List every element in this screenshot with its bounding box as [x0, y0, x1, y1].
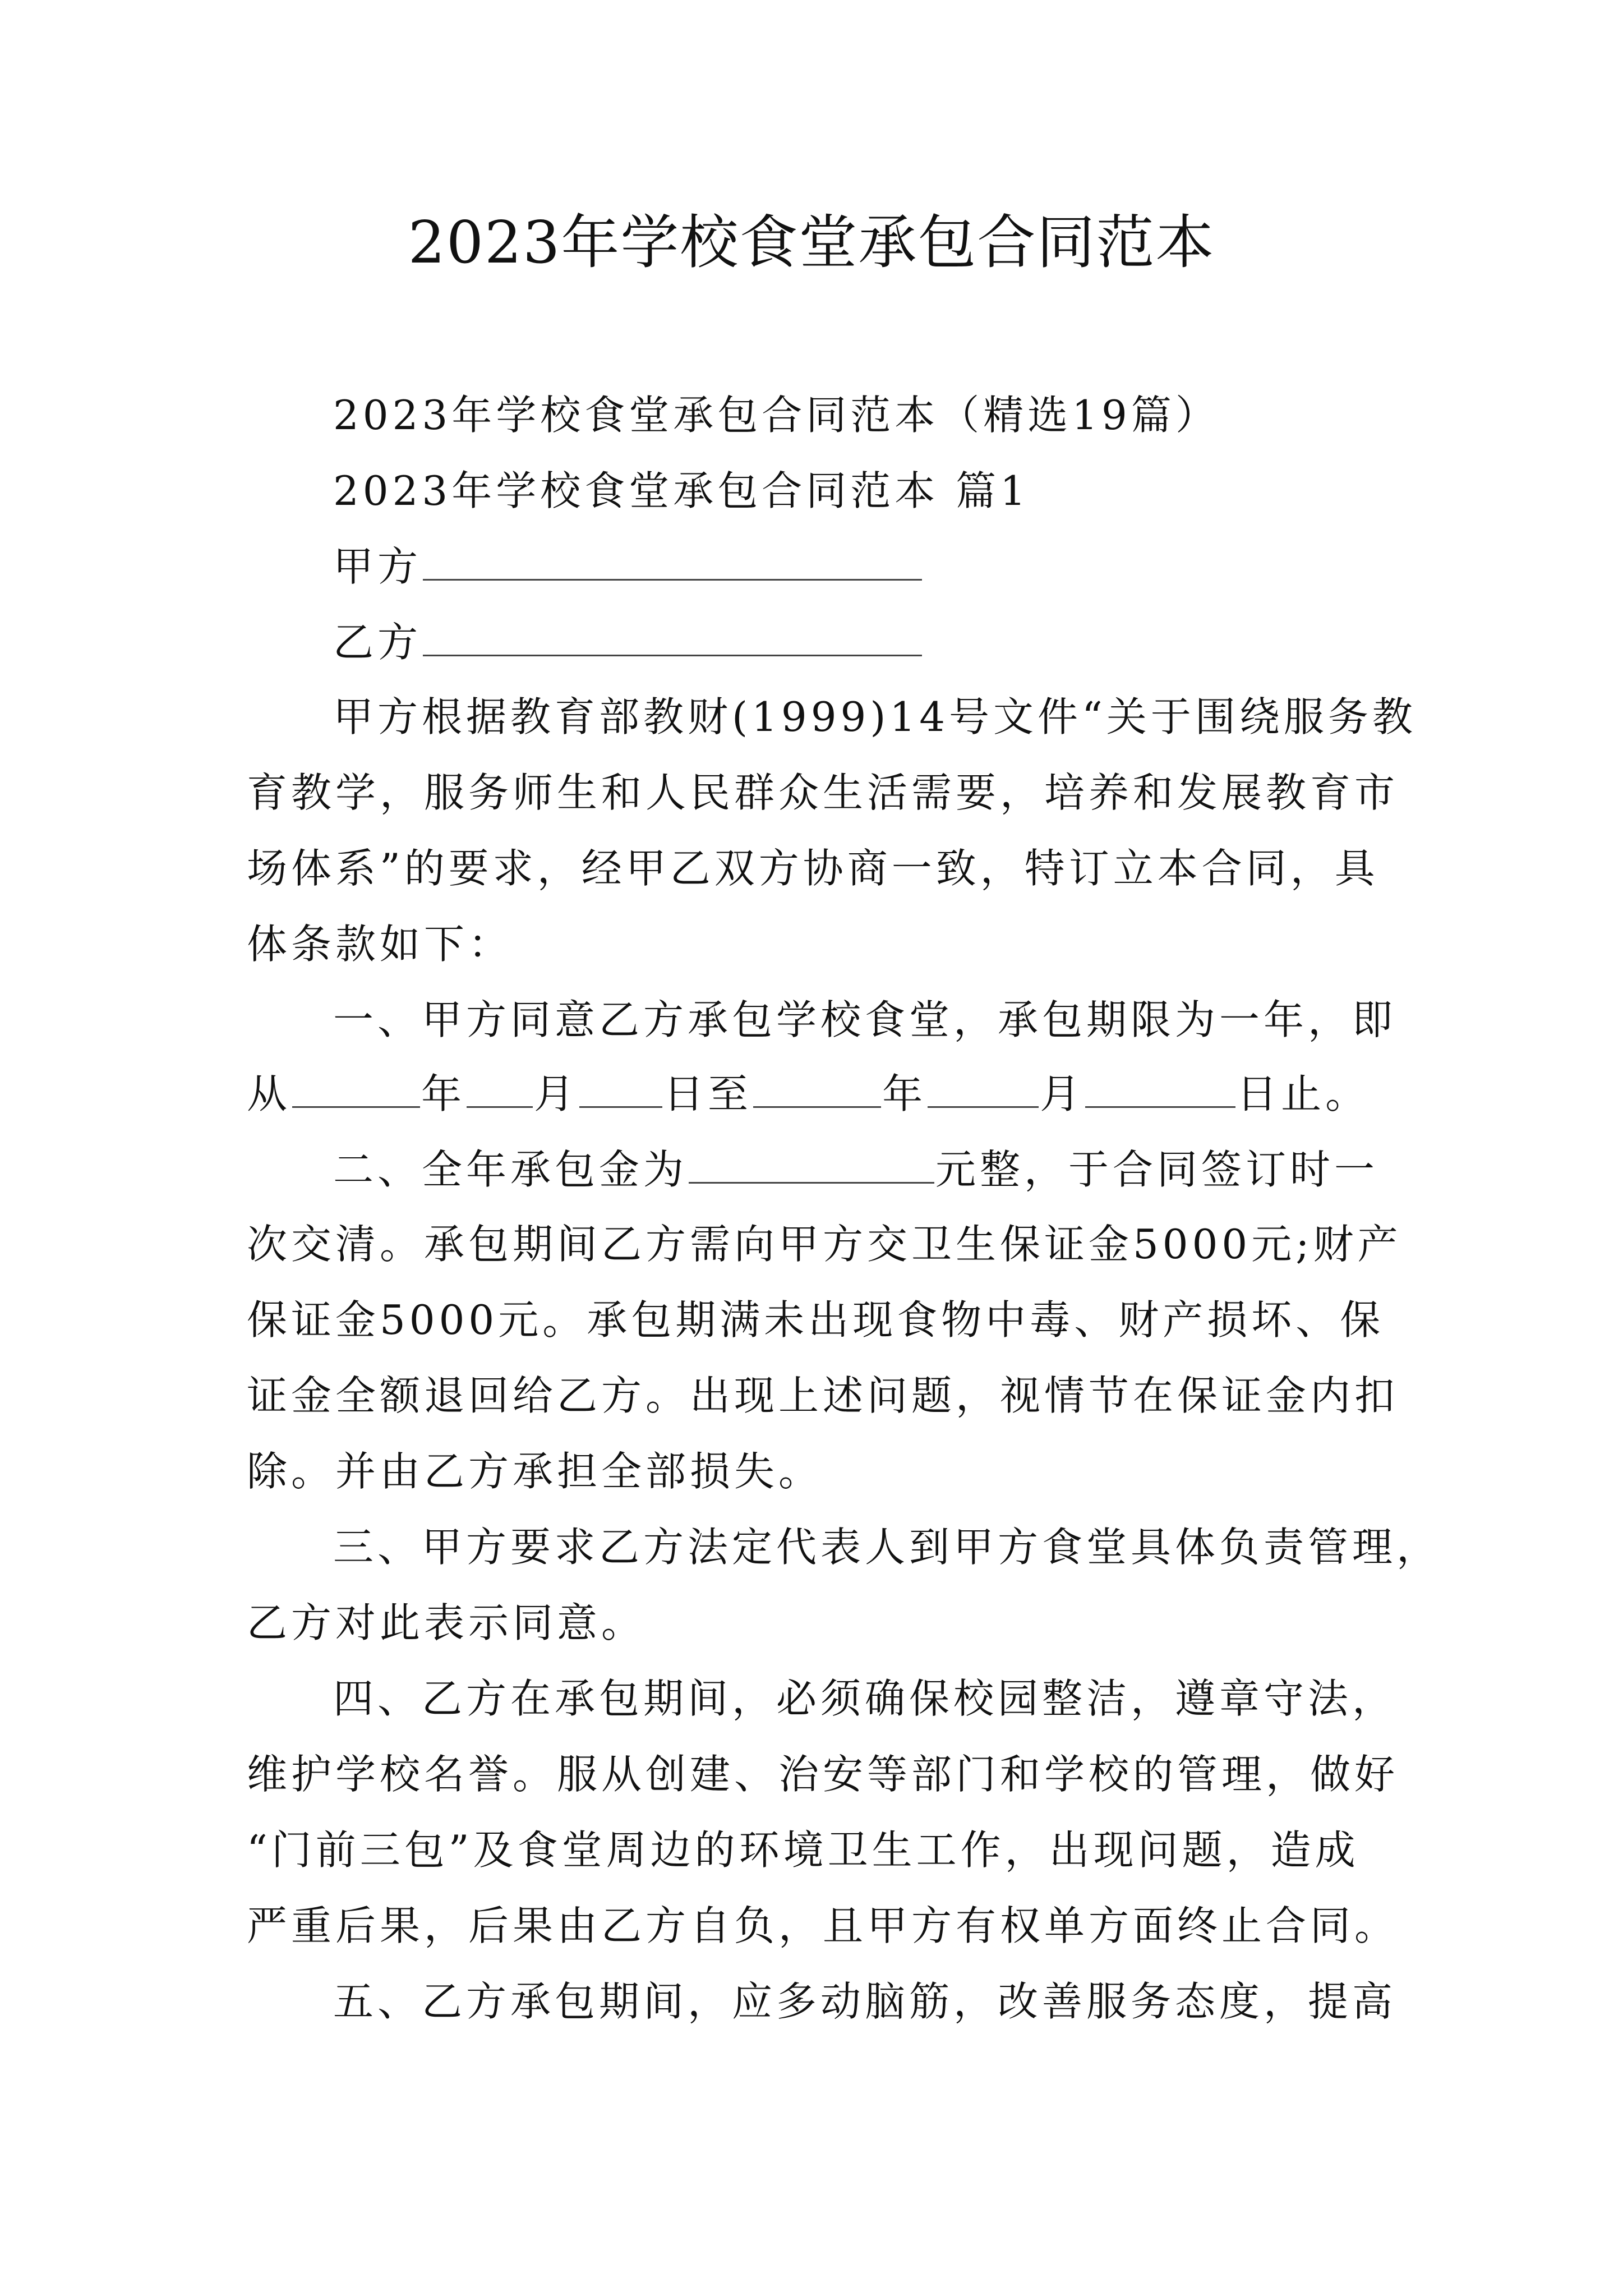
clause-4-line-1: 四、乙方在承包期间，必须确保校园整洁，遵章守法， — [333, 1675, 1397, 1722]
clause-2-line-5: 除。并由乙方承担全部损失。 — [247, 1448, 823, 1495]
clause-5-line-1: 五、乙方承包期间，应多动脑筋，改善服务态度，提高 — [333, 1978, 1397, 2025]
clause-4-line-3: “门前三包”及食堂周边的环境卫生工作，出现问题，造成 — [247, 1826, 1359, 1874]
clause-2-line-4: 证金全额退回给乙方。出现上述问题，视情节在保证金内扣 — [247, 1372, 1399, 1419]
party-b-label: 乙方 — [333, 619, 422, 666]
clause-3-line-2: 乙方对此表示同意。 — [247, 1599, 646, 1646]
clause-1-month2-label: 月 — [1040, 1070, 1085, 1117]
clause-1-day-end-label: 日止。 — [1237, 1070, 1370, 1117]
end-day-blank[interactable] — [1085, 1069, 1235, 1108]
document-subtitle: 2023年学校食堂承包合同范本（精选19篇） — [333, 392, 1220, 439]
clause-4-line-4: 严重后果，后果由乙方自负，且甲方有权单方面终止合同。 — [247, 1902, 1399, 1949]
clause-2-line-2: 次交清。承包期间乙方需向甲方交卫生保证金5000元;财产 — [247, 1221, 1402, 1268]
clause-1-day-to-label: 日至 — [663, 1070, 753, 1117]
clause-1-year2-label: 年 — [882, 1070, 927, 1117]
clause-1-year-label: 年 — [421, 1070, 466, 1117]
clause-1-from: 从 — [247, 1070, 292, 1117]
clause-2-lead: 二、全年承包金为 — [333, 1146, 688, 1193]
clause-1-line-1: 一、甲方同意乙方承包学校食堂，承包期限为一年，即 — [333, 996, 1397, 1043]
clause-3-line-1: 三、甲方要求乙方法定代表人到甲方食堂具体负责管理， — [333, 1524, 1441, 1571]
clause-1-month-label: 月 — [534, 1070, 579, 1117]
contract-amount-blank[interactable] — [689, 1145, 934, 1184]
section-heading: 2023年学校食堂承包合同范本 篇1 — [333, 467, 1030, 514]
party-a-line — [333, 539, 923, 595]
clause-2-tail: 元整，于合同签订时一 — [935, 1146, 1379, 1193]
document-title: 2023年学校食堂承包合同范本 — [408, 208, 1215, 277]
preamble-line-1: 甲方根据教育部教财(1999)14号文件“关于围绕服务教 — [333, 693, 1417, 740]
start-day-blank[interactable] — [579, 1069, 662, 1108]
preamble-line-3: 场体系”的要求，经甲乙双方协商一致，特订立本合同，具 — [247, 845, 1379, 892]
party-b-blank[interactable] — [423, 618, 922, 656]
party-b-line — [333, 614, 923, 670]
party-a-label: 甲方 — [333, 543, 422, 590]
start-year-blank[interactable] — [292, 1069, 420, 1108]
clause-4-line-2: 维护学校名誉。服从创建、治安等部门和学校的管理，做好 — [247, 1751, 1399, 1798]
clause-2-line-1 — [333, 1142, 1378, 1198]
start-month-blank[interactable] — [467, 1069, 533, 1108]
preamble-line-4: 体条款如下： — [247, 921, 513, 968]
clause-2-line-3: 保证金5000元。承包期满未出现食物中毒、财产损坏、保 — [247, 1296, 1385, 1343]
party-a-blank[interactable] — [423, 542, 922, 581]
end-year-blank[interactable] — [753, 1069, 881, 1108]
clause-1-dates-line — [247, 1066, 1370, 1122]
end-month-blank[interactable] — [928, 1069, 1039, 1108]
preamble-line-2: 育教学，服务师生和人民群众生活需要，培养和发展教育市 — [247, 769, 1399, 816]
